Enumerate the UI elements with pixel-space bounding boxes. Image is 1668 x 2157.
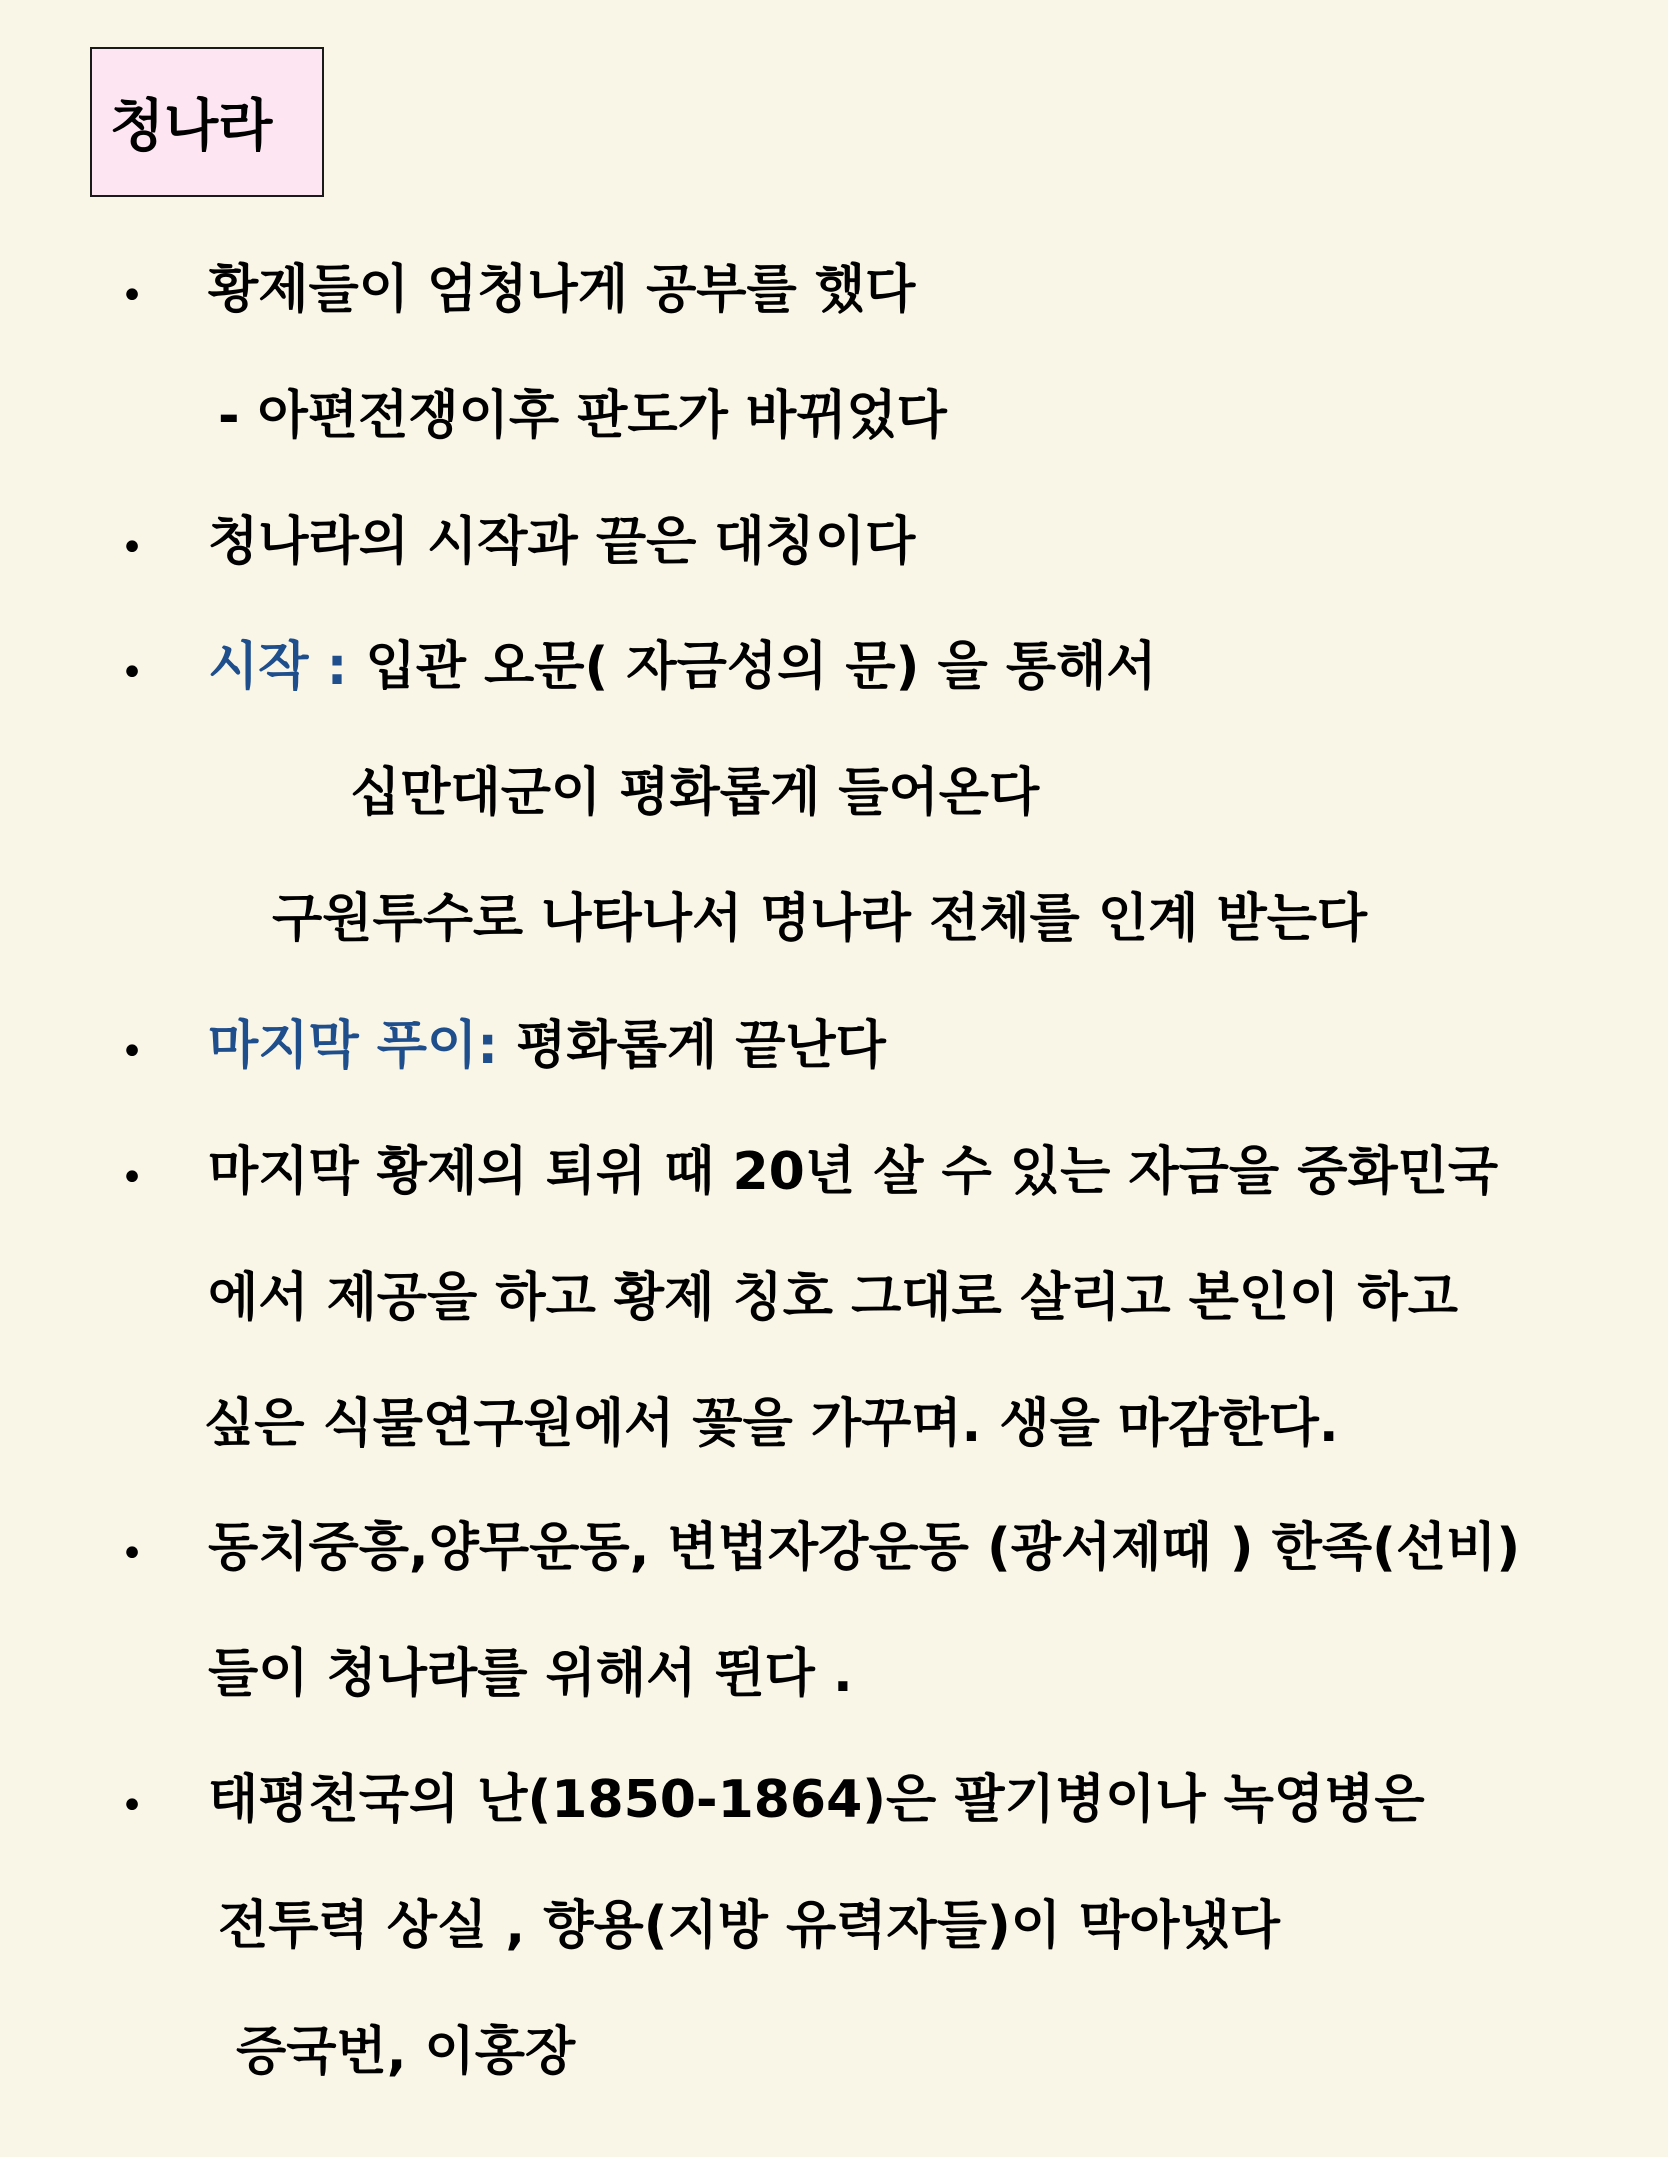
text-line: [208, 1016, 886, 1076]
bullet-marker: •: [120, 1155, 144, 1201]
bullet-marker: •: [120, 525, 144, 571]
bullet-marker: •: [120, 650, 144, 696]
text-line: 태평천국의 난(1850-1864)은 팔기병이나 녹영병은: [208, 1770, 1425, 1830]
text-line: 청나라의 시작과 끝은 대칭이다: [208, 512, 916, 572]
page-title: 청나라: [90, 47, 324, 197]
highlight-label: 시작 :: [208, 637, 348, 697]
text-line: 십만대군이 평화롭게 들어온다: [350, 763, 1040, 823]
text-line: 에서 제공을 하고 황제 칭호 그대로 살리고 본인이 하고: [208, 1268, 1458, 1328]
text-line: 전투력 상실 , 향용(지방 유력자들)이 막아냈다: [218, 1896, 1280, 1956]
text-line: 싶은 식물연구원에서 꽃을 가꾸며. 생을 마감한다.: [204, 1394, 1339, 1454]
text-line: [208, 637, 1157, 697]
line-text: 입관 오문( 자금성의 문) 을 통해서: [347, 637, 1157, 697]
bullet-marker: •: [120, 273, 144, 319]
bullet-marker: •: [120, 1783, 144, 1829]
bullet-marker: •: [120, 1531, 144, 1577]
text-line: 증국번, 이홍장: [236, 2022, 576, 2082]
text-line: 들이 청나라를 위해서 뛴다 .: [208, 1644, 853, 1704]
text-line: 황제들이 엄청나게 공부를 했다: [208, 260, 916, 320]
text-line: 구원투수로 나타나서 명나라 전체를 인계 받는다: [272, 889, 1368, 949]
highlight-label: 마지막 푸이:: [208, 1016, 499, 1076]
line-text: 평화롭게 끝난다: [498, 1016, 886, 1076]
text-line: 마지막 황제의 퇴위 때 20년 살 수 있는 자금을 중화민국: [208, 1142, 1499, 1202]
bullet-marker: •: [120, 1029, 144, 1075]
text-line: 동치중흥,양무운동, 변법자강운동 (광서제때 ) 한족(선비): [208, 1518, 1521, 1578]
text-line: - 아편전쟁이후 판도가 바뀌었다: [218, 386, 947, 446]
